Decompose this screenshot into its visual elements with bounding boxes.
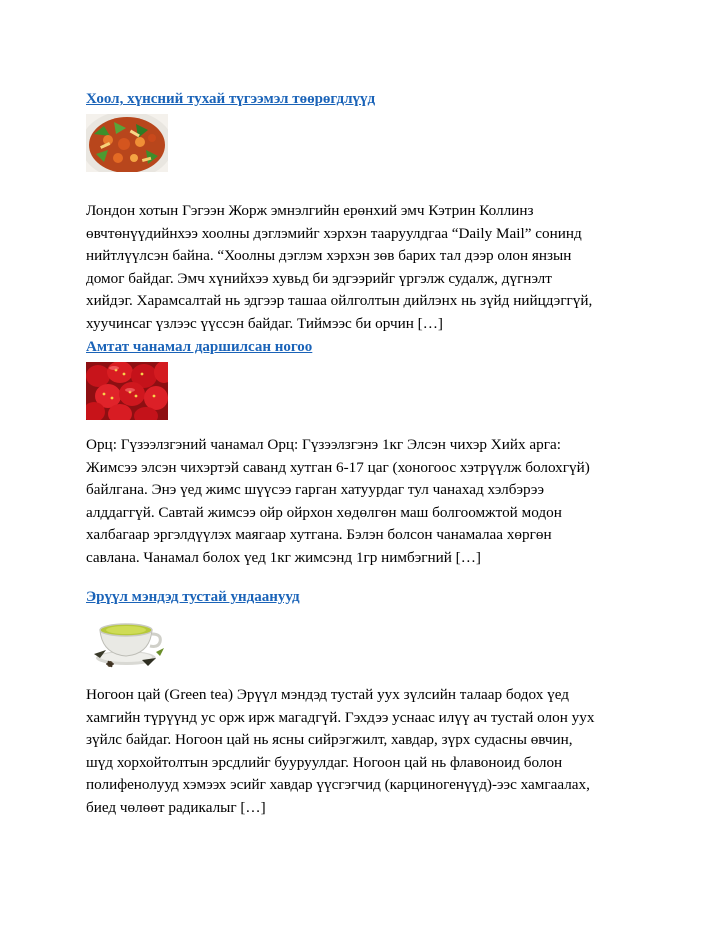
excerpt-line: Орц: Гүзээлзгэний чанамал Орц: Гүзээлзгэнэ 1кг Элсэн чихэр Хийх арга: xyxy=(86,436,561,453)
article-excerpt xyxy=(86,200,592,336)
excerpt-line: хийдэг. Харамсалтай нь эдгээр ташаа ойлголтын дийлэнх нь зүйд нийцдэггүй, xyxy=(86,292,593,310)
excerpt-line: савлана. Чанамал болох үед 1кг жимсэнд 1гр нимбэгний […] xyxy=(86,548,481,566)
green-tea-cup-image[interactable] xyxy=(86,612,168,670)
excerpt-line: нийтлүүлсэн байна. “Хоолны дэглэм хэрхэн зөв барих тал дээр олон янзын xyxy=(86,247,572,265)
excerpt-line: хуучинсаг үзлээс үүссэн байдаг. Тиймээс би орчин […] xyxy=(86,314,443,332)
article-title-link[interactable]: Хоол, хүнсний тухай түгээмэл төөрөгдлүүд xyxy=(86,91,376,107)
stir-fry-dish-image[interactable] xyxy=(86,114,168,172)
excerpt-line: хамгийн түрүүнд ус орж ирж магадгүй. Гэхдээ уснаас илүү ач тустай олон уух xyxy=(86,708,595,726)
excerpt-line: Жимсээ элсэн чихэртэй саванд хутган 6-17 цаг (хоногоос хэтрүүлж болохгүй) xyxy=(86,458,590,476)
excerpt-line: полифенолууд хэмээх эсийг хавдар үүсгэгчид (карциногенүүд)-ээс хамгаалах, xyxy=(86,776,590,794)
article-food-myths xyxy=(86,90,593,332)
article-excerpt xyxy=(86,684,594,820)
excerpt-line: зүйлс байдаг. Ногоон цай нь ясны сийрэгжилт, хавдар, зүрх судасны өвчин, xyxy=(86,731,573,749)
excerpt-line: байлгана. Энэ үед жимс шүүсээ гарган хатуурдаг тул чанахад хэлбэрээ xyxy=(86,481,544,499)
excerpt-line: биед чөлөөт радикалыг […] xyxy=(86,798,266,816)
excerpt-line: халбагаар эргэлдүүлэх маягаар хутгана. Бэлэн болсон чанамалаа хөргөн xyxy=(86,526,552,544)
excerpt-line: алддаггүй. Савтай жимсээ ойр ойрхон хөдөлгөн маш болгоомжтой модон xyxy=(86,503,562,521)
strawberries-image[interactable] xyxy=(86,362,168,420)
excerpt-line: Лондон хотын Гэгээн Жорж эмнэлгийн ерөнхий эмч Кэтрин Коллинз xyxy=(86,202,534,219)
article-excerpt xyxy=(86,434,590,570)
excerpt-line: өвчтөнүүдийнхээ хоолны дэглэмийг хэрхэн тааруулдгаа “Daily Mail” сонинд xyxy=(86,224,582,242)
excerpt-line: домог байдаг. Эмч хүнийхээ хувьд би эдгээрийг үргэлж судалж, дүгнэлт xyxy=(86,269,552,287)
article-title-link[interactable]: Амтат чанамал даршилсан ногоо xyxy=(86,339,313,355)
excerpt-line: Ногоон цай (Green tea) Эрүүл мэндэд тустай уух зүлсийн талаар бодох үед xyxy=(86,686,569,703)
article-healthy-drinks xyxy=(86,588,595,816)
excerpt-line: шүд хорхойтолтын эрсдлийг бууруулдаг. Ногоон цай нь флавоноид болон xyxy=(86,753,563,771)
article-title-link[interactable]: Эрүүл мэндэд тустай ундаанууд xyxy=(86,589,300,605)
article-sweet-preserves xyxy=(86,338,590,566)
